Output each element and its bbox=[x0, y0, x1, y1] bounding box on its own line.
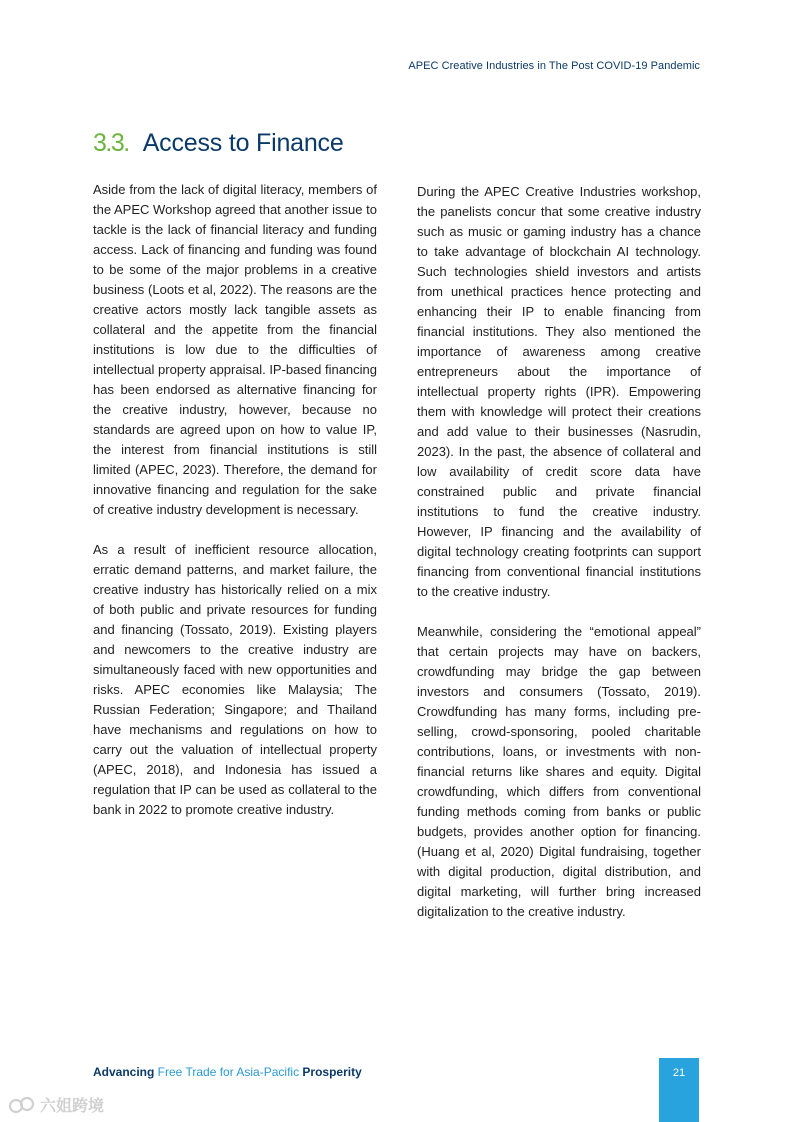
watermark-logo-icon bbox=[8, 1095, 36, 1115]
paragraph: Aside from the lack of digital literacy, members of the APEC Workshop agreed that another issue to tackle is the lack of financial literacy and funding access. Lack of financing and funding was found to be some of the major problems in a creative business (Loots et al, 2022). The reasons are the creative actors mostly lack tangible assets as collateral and the appetite from the financial institutions is low due to the difficulties of intellectual property appraisal. IP-based financing has been endorsed as alternative financing for the creative industry, however, because no standards are agreed upon on how to value IP, the interest from financial institutions is still limited (APEC, 2023). Therefore, the demand for innovative financing and regulation for the sake of creative industry development is necessary. bbox=[93, 182, 378, 517]
paragraph: Meanwhile, considering the “emotional appeal” that certain projects may have on backers, crowdfunding may bridge the gap between investors and consumers (Tossato, 2019). Crowdfunding has many forms, including pre-selling, crowd-sponsoring, pooled charitable contributions, loans, or investments with non-financial returns like shares and equity. Digital crowdfunding, which differs from conventional funding methods coming from banks or public budgets, provides another option for financing. (Huang et al, 2020) Digital fundraising, together with digital production, digital distribution, and digital marketing, will further bring increased digitalization to the creative industry. bbox=[417, 624, 701, 919]
tagline-middle: Free Trade for Asia-Pacific bbox=[154, 1065, 303, 1079]
watermark-text: 六姐跨境 bbox=[40, 1098, 105, 1115]
section-heading bbox=[93, 128, 344, 158]
section-number: 3.3. bbox=[93, 129, 129, 157]
section-title: Access to Finance bbox=[142, 129, 344, 157]
watermark bbox=[8, 1093, 104, 1116]
running-header: APEC Creative Industries in The Post COVID-19 Pandemic bbox=[408, 60, 700, 72]
left-column bbox=[93, 180, 377, 840]
page-number-box bbox=[659, 1058, 699, 1122]
tagline-advancing: Advancing bbox=[93, 1065, 155, 1079]
paragraph: During the APEC Creative Industries workshop, the panelists concur that some creative industry such as music or gaming industry has a chance to take advantage of blockchain AI technology. Such technologies shield investors and artists from unethical practices hence protecting and enhancing their IP to enable financing from financial institutions. They also mentioned the importance of awareness among creative entrepreneurs about the importance of intellectual property rights (IPR). Empowering them with knowledge will protect their creations and add value to their businesses (Nasrudin, 2023). In the past, the absence of collateral and low availability of credit score data have constrained public and private financial institutions to fund the creative industry. However, IP financing and the availability of digital technology creating footprints can support financing from conventional financial institutions to the creative industry. bbox=[417, 184, 701, 599]
page-number: 21 bbox=[672, 1067, 686, 1079]
tagline-prosperity: Prosperity bbox=[302, 1065, 362, 1079]
right-column bbox=[417, 182, 701, 942]
footer-tagline bbox=[93, 1065, 362, 1079]
paragraph: As a result of inefficient resource allocation, erratic demand patterns, and market failure, the creative industry has historically relied on a mix of both public and private resources for funding and financing (Tossato, 2019). Existing players and newcomers to the creative industry are simultaneously faced with new opportunities and risks. APEC economies like Malaysia; The Russian Federation; Singapore; and Thailand have mechanisms and regulations on how to carry out the valuation of intellectual property (APEC, 2018), and Indonesia has issued a regulation that IP can be used as collateral to the bank in 2022 to promote creative industry. bbox=[93, 542, 377, 817]
